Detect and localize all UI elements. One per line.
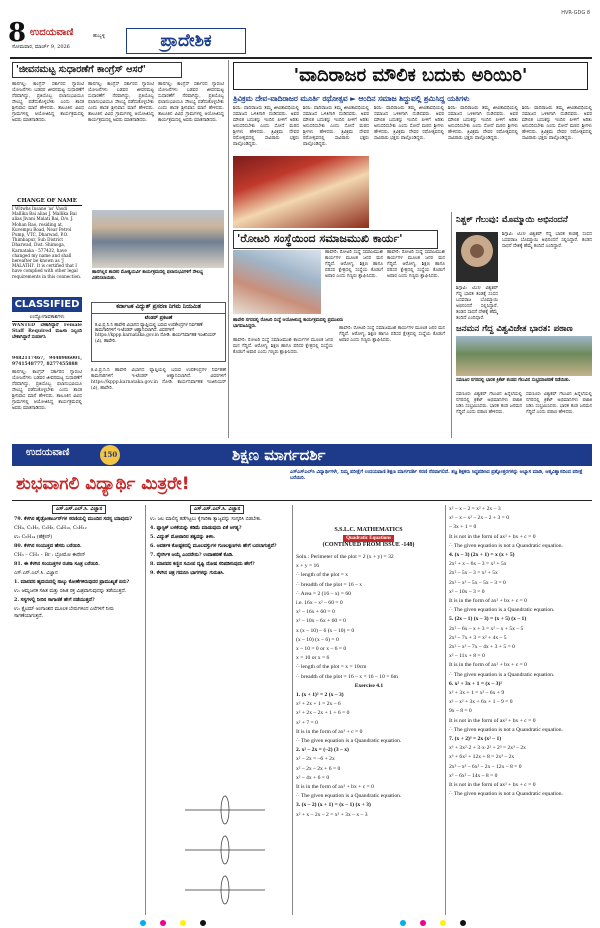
left-story-text-col2: ಹಾನಗಲ್ಲ: ಕಾಂಗ್ರೆಸ್ ಸರ್ಕಾರದ ಗ್ಯಾರಂಟಿ ಯೋಜನೆಗಳು ಬಡವರ ಜೀವನಮಟ್ಟ ಸುಧಾರಣೆಗೆ ನೆರವಾಗಿದ್ದು, ಪ್ರತಿಯೊಬ್ಬ ಫಲಾನುಭವಿಯೂ ಸೌಲಭ್ಯ ಪಡೆದುಕೊಳ್ಳಬೇಕು ಎಂದು ಶಾಸಕ ಶ್ರೀನಿವಾಸ ಮಾನೆ ಹೇಳಿದರು. ತಾಲೂಕಿನ ವಿವಿಧ ಗ್ರಾಮಗಳಲ್ಲಿ ಆಯೋಜಿಸಿದ್ದ ಕಾರ್ಯಕ್ರಮದಲ್ಲಿ ಅವರು ಮಾತನಾಡಿದರು. — [88, 82, 154, 123]
anniversary-badge: 150 — [100, 445, 120, 465]
math-line: x² – x – 2 = x² + 2x – 3 — [449, 506, 501, 512]
notice-body: ಕ.ವಿ.ಪ್ರ.ನಿ.ನಿ ಹಾವೇರಿ ವಿಭಾಗದ ವ್ಯಾಪ್ತಿಯಲ್ಲಿ ಬರುವ ಉಪಕೇಂದ್ರಗಳ ನಿರ್ವಹಣೆ ಕಾಮಗಾರಿಗಳಿಗೆ ಇ-ಟೆಂಡರ್ ಆಹ್ವಾನಿಸಲಾಗಿದೆ. ವಿವರಗಳಿಗೆ https://kppp.karnataka.gov.in ನೋಡಿ. ಕಾರ್ಯನಿರ್ವಾಹಕ ಇಂಜಿನಿಯರ್ (ವಿ), ಹಾವೇರಿ. — [95, 322, 216, 344]
column-divider-right — [451, 212, 452, 438]
page-number: 8 — [8, 18, 27, 48]
edu-divider-2 — [292, 505, 293, 915]
math-continued: (CONTINUED FROM ISSUE -148) — [322, 542, 415, 548]
main-story-text-col2: ಶಿರಸಿ: ವಾದಿರಾಜರು ತಮ್ಮ ಜೀವಿತಾವಧಿಯಲ್ಲಿ ಸಮಾಜದ ಒಳಿತಿಗಾಗಿ ದುಡಿದವರು. ಅವರ ಮೌಲಿಕ ಬದುಕನ್ನು ಇಂದಿನ ಪೀಳಿಗೆ ಅರಿತು ಅನುಸರಿಸಬೇಕು ಎಂದು ಸೋದೆ ಮಠದ ಶ್ರೀಗಳು ಹೇಳಿದರು. ತ್ರಿವಿಕ್ರಮ ದೇವರ ರಥೋತ್ಸವದಲ್ಲಿ ಸಾವಿರಾರು ಭಕ್ತರು ಪಾಲ್ಗೊಂಡಿದ್ದರು. — [303, 106, 369, 147]
math-line: ∴ The given equation is not a Quandratic equation. — [449, 726, 563, 733]
science-line: 9. ಕೆಳಗಿನ ಚಿತ್ರ ಗಮನಿಸಿ ಭಾಗಗಳನ್ನು ಗುರುತಿಸಿ. — [150, 570, 225, 576]
reg-mark-black-2 — [460, 920, 466, 926]
tender-notice — [91, 302, 226, 362]
science-line: 79. ಕೆಳಗಿನ ಹೈಡ್ರೋಕಾರ್ಬನ್‌ಗಳ ಸರಣಿಯಲ್ಲಿ ಮುಂದಿನ ಸದಸ್ಯ ಯಾವುದು? — [14, 516, 133, 522]
math-line: 2x² – 7x + 3 = x² + 4x – 5 — [449, 634, 507, 641]
education-note: ಎಸ್ಎಸ್ಎಲ್‌ಸಿ ವಿದ್ಯಾರ್ಥಿಗಳೇ, ನಿಮ್ಮ ಪರೀಕ್ಷೆಗೆ ಉದಯವಾಣಿ ಶಿಕ್ಷಣ ಮಾರ್ಗದರ್ಶಿ ಸರಣಿ ನೆರವಾಗಲಿದೆ. ತಜ್ಞ ಶಿಕ್ಷಕರು ಸಿದ್ಧಪಡಿಸಿದ ಪ್ರಶ್ನೋತ್ತರಗಳನ್ನು ಅಭ್ಯಾಸ ಮಾಡಿ, ಆತ್ಮವಿಶ್ವಾಸದಿಂದ ಪರೀಕ್ಷೆ ಬರೆಯಿರಿ. — [290, 469, 583, 481]
notice-extra: ಕ.ವಿ.ಪ್ರ.ನಿ.ನಿ ಹಾವೇರಿ ವಿಭಾಗದ ವ್ಯಾಪ್ತಿಯಲ್ಲಿ ಬರುವ ಉಪಕೇಂದ್ರಗಳ ನಿರ್ವಹಣೆ ಕಾಮಗಾರಿಗಳಿಗೆ ಇ-ಟೆಂಡರ್ ಆಹ್ವಾನಿಸಲಾಗಿದೆ. ವಿವರಗಳಿಗೆ https://kppp.karnataka.gov.in ನೋಡಿ. ಕಾರ್ಯನಿರ್ವಾಹಕ ಇಂಜಿನಿಯರ್ (ವಿ), ಹಾವೇರಿ. — [91, 368, 226, 391]
science-line: CH₄, C₂H₆, C₃H₈, C₄H₁₀, C₅H₁₂ — [14, 526, 87, 531]
science-line: 1. ಮಾನವನ ಹೃದಯದಲ್ಲಿ ನಾಲ್ಕು ಕೋಣೆಗಳಿರುವುದರ ಪ್ರಾಮುಖ್ಯತೆ ಏನು? — [14, 579, 130, 585]
math-line: ∴ The given equation is a Quandratic equation. — [296, 793, 402, 800]
science-line: ಉ: C₆H₁₄ (ಹೆಕ್ಸೇನ್) — [14, 535, 53, 540]
math-line: 2x² – 6x – x + 3 = x² – x + 5x – 5 — [449, 625, 524, 632]
section-title: ಪ್ರಾದೇಶಿಕ — [126, 28, 246, 54]
science-line: 5. ವಿದ್ಯುತ್ ಮೋಟಾರಿನ ತತ್ವವನ್ನು ತಿಳಿಸಿ. — [150, 534, 216, 540]
math-line: ∴ breadth of the plot = 16 – x — [296, 581, 363, 588]
math-line: x² + 7 = 0 — [296, 719, 318, 726]
math-line: x² – 10x – 3 = 0 — [449, 588, 485, 595]
reg-mark-cyan — [140, 920, 146, 926]
masthead-rule — [10, 57, 592, 59]
classified-banner: CLASSIFIED — [12, 297, 82, 312]
math-line: ∴ The given equation is a Quandratic equation. — [449, 671, 555, 678]
science-tag-1: ಎಸ್.ಎಸ್.ಎಲ್.ಸಿ. ವಿಜ್ಞಾನ — [52, 505, 106, 514]
education-rule — [12, 500, 592, 501]
math-line: It is not in the form of ax² + bx + c = 0 — [449, 533, 536, 540]
math-line: ∴ length of the plot = x = 10cm — [296, 664, 367, 671]
change-of-name-body: I Witwhs Insane 'as' Vasdi Mallika Bai alias J. Mallika Bai alias Jivani Malati Bai, D/o. J. Mohan Rao, residing at, Kuvempu Road, Near Petrol Pump, VTC, Dharwad, P.O. Thimbapur, Sub District Dharwad, Dist. Shimoga, Karnataka - 577432, have changed my name and shall hereafter be known as 'J MALATHI'. It is certified that I have complied with other legal requirements in this connection. — [12, 206, 82, 279]
math-line: x² – 10x – 6x + 60 = 0 — [296, 618, 346, 625]
mid-story-text-col2: ಹಾವೇರಿ: ರೋಟರಿ ಸಂಸ್ಥೆ ಸಮಾಜಮುಖಿ ಕಾರ್ಯಗಳ ಮೂಲಕ ಜನರ ಮನ ಗೆದ್ದಿದೆ. ಆರೋಗ್ಯ, ಶಿಕ್ಷಣ ಹಾಗೂ ಪರಿಸರ ಕ್ಷೇತ್ರದಲ್ಲಿ ಸಂಸ್ಥೆಯ ಕೊಡುಗೆ ಅಪಾರ ಎಂದು ಗಣ್ಯರು ಶ್ಲಾಘಿಸಿದರು. — [387, 250, 445, 279]
math-line: ∴ The given equation is a Quandratic equation. — [296, 738, 402, 745]
right-story2-text: ಸವಣೂರ: ವಿಶ್ವಕಪ್ ಗೆಲುವಿನ ಹಿನ್ನೆಲೆಯಲ್ಲಿ ನಗರದಲ್ಲಿ ಕ್ರಿಕೆಟ್ ಅಭಿಮಾನಿಗಳು ಪಟಾಕಿ ಸಿಡಿಸಿ ಸಂಭ್ರಮಿಸಿದರು. ಭಾರತ ತಂಡ ಜನಮನ ಗೆದ್ದಿದೆ ಎಂದು ಪಠಾಣ ಹೇಳಿದರು. — [456, 392, 522, 415]
education-title: ಶಿಕ್ಷಣ ಮಾರ್ಗದರ್ಶಿ — [232, 446, 326, 464]
math-line: 2x² + x – 6x – 3 = x² + 5x — [449, 561, 507, 568]
left-headline: 'ಜೀವನಮಟ್ಟ ಸುಧಾರಣೆಗೆ ಕಾಂಗ್ರೆಸ್ ಆಸರೆ' — [12, 62, 182, 78]
change-of-name-title: CHANGE OF NAME — [12, 198, 82, 206]
reg-mark-magenta — [160, 920, 166, 926]
math-line: x² + 2x + 1 = 2x – 6 — [296, 701, 341, 708]
science-line: 81. ಈ ಕೆಳಗಿನ ಸಂಯುಕ್ತಗಳ ರಚನಾ ಸೂತ್ರ ಬರೆಯಿರಿ. — [14, 561, 100, 567]
science-line: ಉ: ಕ್ಸೈಲಮ್ ಅಂಗಾಂಶದ ಮೂಲಕ ಬೇರುಗಳಿಂದ ಎಲೆಗಳಿಗೆ ನೀರು ಸಾಗಣೆಯಾಗುತ್ತದೆ. — [14, 607, 114, 619]
math-line: 2x³ – x³ – 6x² – 2x – 12x – 8 = 0 — [449, 763, 522, 770]
main-story-text-col4: ಶಿರಸಿ: ವಾದಿರಾಜರು ತಮ್ಮ ಜೀವಿತಾವಧಿಯಲ್ಲಿ ಸಮಾಜದ ಒಳಿತಿಗಾಗಿ ದುಡಿದವರು. ಅವರ ಮೌಲಿಕ ಬದುಕನ್ನು ಇಂದಿನ ಪೀಳಿಗೆ ಅರಿತು ಅನುಸರಿಸಬೇಕು ಎಂದು ಸೋದೆ ಮಠದ ಶ್ರೀಗಳು ಹೇಳಿದರು. ತ್ರಿವಿಕ್ರಮ ದೇವರ ರಥೋತ್ಸವದಲ್ಲಿ ಸಾವಿರಾರು ಭಕ್ತರು ಪಾಲ್ಗೊಂಡಿದ್ದರು. — [448, 106, 518, 141]
science-line: ಉ: ಆಮ್ಲಜನಕ ಸಹಿತ ಮತ್ತು ರಹಿತ ರಕ್ತ ಮಿಶ್ರವಾಗುವುದನ್ನು ತಡೆಯುತ್ತದೆ. — [14, 589, 127, 594]
classified-subtitle: ಉದ್ಯೋಗಾವಕಾಶಗಳು — [12, 314, 82, 322]
edition-code: HVR-GDG 8 — [561, 10, 590, 16]
math-line: It is in the form of ax² + bx + c = 0 — [449, 598, 527, 605]
science-line: ಎಸ್.ಎಸ್.ಎಲ್.ಸಿ. ವಿಜ್ಞಾನ — [14, 571, 58, 576]
math-line: x³ + 3x²·2 + 3·x·2² + 2³ = 2x³ – 2x — [449, 745, 526, 752]
math-line: x² + 3x + 1 = x² – 6x + 9 — [449, 690, 505, 697]
left-story-text: ಹಾನಗಲ್ಲ: ಕಾಂಗ್ರೆಸ್ ಸರ್ಕಾರದ ಗ್ಯಾರಂಟಿ ಯೋಜನೆಗಳು ಬಡವರ ಜೀವನಮಟ್ಟ ಸುಧಾರಣೆಗೆ ನೆರವಾಗಿದ್ದು, ಪ್ರತಿಯೊಬ್ಬ ಫಲಾನುಭವಿಯೂ ಸೌಲಭ್ಯ ಪಡೆದುಕೊಳ್ಳಬೇಕು ಎಂದು ಶಾಸಕ ಶ್ರೀನಿವಾಸ ಮಾನೆ ಹೇಳಿದರು. ತಾಲೂಕಿನ ವಿವಿಧ ಗ್ರಾಮಗಳಲ್ಲಿ ಆಯೋಜಿಸಿದ್ದ ಕಾರ್ಯಕ್ರಮದಲ್ಲಿ ಅವರು ಮಾತನಾಡಿದರು. — [12, 82, 84, 123]
math-line: 3. (x – 2) (x + 1) = (x – 1) (x + 3) — [296, 802, 371, 809]
science-column-1 — [14, 516, 140, 916]
science-tag-2: ಎಸ್.ಎಸ್.ಎಲ್.ಸಿ. ವಿಜ್ಞಾನ — [190, 505, 244, 514]
math-line: ∴ The given equation is not a Quandratic equation. — [449, 791, 563, 798]
right-story-text-2: ಶಿಗ್ಗಾವಿ: ಟಿ20 ವಿಶ್ವಕಪ್ ಗೆದ್ದ ಭಾರತ ತಂಡಕ್ಕೆ ಸಂಸದ ಬಸವರಾಜ ಬೊಮ್ಮಾಯಿ ಅಭಿನಂದನೆ ಸಲ್ಲಿಸಿದ್ದಾರೆ. ತಂಡದ ಸಾಧನೆ ದೇಶಕ್ಕೆ ಹೆಮ್ಮೆ ತಂದಿದೆ ಎಂದಿದ್ದಾರೆ. — [456, 286, 498, 320]
math-line: 5. (2x – 1) (x – 3) = (x + 5) (x – 1) — [449, 616, 527, 623]
science-line: 4. ಪ್ಲಾಸ್ಟಿಕ್ ಬಳಕೆಯನ್ನು ಕಡಿಮೆ ಮಾಡುವುದು ಏಕೆ ಅಗತ್ಯ? — [150, 525, 242, 531]
math-title: S.S.L.C. MATHEMATICS — [334, 527, 403, 533]
math-line: x² – x² + 3x + 6x + 1 – 9 = 0 — [449, 699, 513, 706]
math-line: Soln.: Perimeter of the plot = 2 (x + y) = 32 — [296, 554, 394, 560]
math-line: ∴ Area = 2 (16 – x) = 60 — [296, 590, 351, 597]
main-subheadline: ತ್ರಿವಿಕ್ರಮ ದೇವ-ವಾದಿರಾಜರ ಮೂರ್ತಿ ರಥೋತ್ಸವ ► ಆಂದಿನ ಸಮಾಜ ಶಿದ್ದುವಲ್ಲಿ ಶ್ರಮಿಸಿದ್ದ ಯತಿಗಳು — [233, 94, 470, 103]
science-line: 7. ನೈಸರ್ಗಿಕ ಆಯ್ಕೆ ಎಂದರೇನು? ಉದಾಹರಣೆ ಕೊಡಿ. — [150, 552, 234, 558]
right-headline-2: ಜನಮನ ಗೆದ್ದ ವಿಶ್ವವಿಜೇತ ಭಾರತ: ಪಠಾಣ — [456, 324, 573, 334]
reg-mark-black — [200, 920, 206, 926]
math-line: 6. x² + 3x + 1 = (x – 3)² — [449, 680, 503, 687]
notice-title: ಕರ್ನಾಟಕ ವಿದ್ಯುತ್ ಪ್ರಸರಣ ನಿಗಮ ನಿಯಮಿತ — [92, 303, 225, 314]
math-column-1 — [296, 553, 442, 918]
edu-divider-3 — [445, 505, 446, 915]
wishes-heading: ಶುಭವಾಗಲಿ ವಿದ್ಯಾರ್ಥಿ ಮಿತ್ರರೇ! — [16, 474, 190, 494]
mid-story-text-col4: ಹಾವೇರಿ: ರೋಟರಿ ಸಂಸ್ಥೆ ಸಮಾಜಮುಖಿ ಕಾರ್ಯಗಳ ಮೂಲಕ ಜನರ ಮನ ಗೆದ್ದಿದೆ. ಆರೋಗ್ಯ, ಶಿಕ್ಷಣ ಹಾಗೂ ಪರಿಸರ ಕ್ಷೇತ್ರದಲ್ಲಿ ಸಂಸ್ಥೆಯ ಕೊಡುಗೆ ಅಪಾರ ಎಂದು ಗಣ್ಯರು ಶ್ಲಾಘಿಸಿದರು. — [339, 326, 445, 343]
edu-divider-1 — [145, 505, 146, 915]
math-line: 7. (x + 2)³ = 2x (x² – 1) — [449, 736, 502, 743]
left-story-text-col3: ಹಾನಗಲ್ಲ: ಕಾಂಗ್ರೆಸ್ ಸರ್ಕಾರದ ಗ್ಯಾರಂಟಿ ಯೋಜನೆಗಳು ಬಡವರ ಜೀವನಮಟ್ಟ ಸುಧಾರಣೆಗೆ ನೆರವಾಗಿದ್ದು, ಪ್ರತಿಯೊಬ್ಬ ಫಲಾನುಭವಿಯೂ ಸೌಲಭ್ಯ ಪಡೆದುಕೊಳ್ಳಬೇಕು ಎಂದು ಶಾಸಕ ಶ್ರೀನಿವಾಸ ಮಾನೆ ಹೇಳಿದರು. ತಾಲೂಕಿನ ವಿವಿಧ ಗ್ರಾಮಗಳಲ್ಲಿ ಆಯೋಜಿಸಿದ್ದ ಕಾರ್ಯಕ್ರಮದಲ್ಲಿ ಅವರು ಮಾತನಾಡಿದರು. — [158, 82, 224, 123]
science-line: 2. ಸಸ್ಯಗಳಲ್ಲಿ ನೀರಿನ ಸಾಗಾಣಿಕೆ ಹೇಗೆ ನಡೆಯುತ್ತದೆ? — [14, 597, 95, 603]
reg-mark-magenta-2 — [420, 920, 426, 926]
math-line: It is in the form of ax² + bx + c = 0 — [296, 784, 374, 791]
math-topic: Quadratic Equations — [343, 535, 394, 543]
math-line: x² – 16x + 60 = 0 — [296, 609, 335, 616]
notice-subtitle: ಟೆಂಡರ್ ಪ್ರಕಟಣೆ — [144, 314, 173, 321]
math-heading — [296, 527, 441, 550]
math-line: It is in the form of ax² + bx + c = 0 — [449, 662, 527, 669]
math-line: ∴ length of the plot = x — [296, 572, 349, 579]
mid-headline: 'ರೋಟರಿ ಸಂಸ್ಥೆಯಿಂದ ಸಮಾಜಮುಖಿ ಕಾರ್ಯ' — [233, 230, 438, 249]
math-line: x = 10 or x = 6 — [296, 655, 330, 662]
math-line: It is not in the form of ax² + bx + c = 0 — [449, 717, 536, 724]
crowd-photo — [92, 210, 224, 268]
math-line: x² – 11x + 8 = 0 — [449, 653, 485, 660]
math-line: x³ + 6x² + 12x + 8 = 2x³ – 2x — [449, 754, 515, 761]
math-line: 4. (x – 3) (2x + 1) = x (x + 5) — [449, 552, 515, 559]
math-line: ∴ The given equation is not a Quandratic equation. — [449, 542, 563, 549]
classified-extra: ಹಾನಗಲ್ಲ: ಕಾಂಗ್ರೆಸ್ ಸರ್ಕಾರದ ಗ್ಯಾರಂಟಿ ಯೋಜನೆಗಳು ಬಡವರ ಜೀವನಮಟ್ಟ ಸುಧಾರಣೆಗೆ ನೆರವಾಗಿದ್ದು, ಪ್ರತಿಯೊಬ್ಬ ಫಲಾನುಭವಿಯೂ ಸೌಲಭ್ಯ ಪಡೆದುಕೊಳ್ಳಬೇಕು ಎಂದು ಶಾಸಕ ಶ್ರೀನಿವಾಸ ಮಾನೆ ಹೇಳಿದರು. ತಾಲೂಕಿನ ವಿವಿಧ ಗ್ರಾಮಗಳಲ್ಲಿ ಆಯೋಜಿಸಿದ್ದ ಕಾರ್ಯಕ್ರಮದಲ್ಲಿ ಅವರು ಮಾತನಾಡಿದರು. — [12, 370, 82, 411]
crowd-caption: ಹಾನಗಲ್ಲನ ಶಾಸಕರ ಮೋತ್ವಯರ್ವಿ ಕಾರ್ಯಕ್ರಮದಲ್ಲಿ ಫಲಾನುಭವಿಗಳಿಗೆ ಸೌಲಭ್ಯ ವಿತರಿಸಲಾಯಿತು. — [92, 270, 204, 281]
math-line: x² + x – 2x – 2 = x² + 3x – x – 3 — [296, 811, 368, 818]
diagram-lens — [185, 796, 265, 904]
temple-photo — [233, 156, 369, 228]
main-story-text-col5: ಶಿರಸಿ: ವಾದಿರಾಜರು ತಮ್ಮ ಜೀವಿತಾವಧಿಯಲ್ಲಿ ಸಮಾಜದ ಒಳಿತಿಗಾಗಿ ದುಡಿದವರು. ಅವರ ಮೌಲಿಕ ಬದುಕನ್ನು ಇಂದಿನ ಪೀಳಿಗೆ ಅರಿತು ಅನುಸರಿಸಬೇಕು ಎಂದು ಸೋದೆ ಮಠದ ಶ್ರೀಗಳು ಹೇಳಿದರು. ತ್ರಿವಿಕ್ರಮ ದೇವರ ರಥೋತ್ಸವದಲ್ಲಿ ಸಾವಿರಾರು ಭಕ್ತರು ಪಾಲ್ಗೊಂಡಿದ್ದರು. — [522, 106, 592, 141]
brand-logo: ಉದಯವಾಣಿ — [30, 27, 74, 38]
science-line: 8. ಮಾನವನ ಕಣ್ಣಿನ ಸಮೀಪ ದೃಷ್ಟಿ ದೋಷ ಸರಿಪಡಿಸುವುದು ಹೇಗೆ? — [150, 561, 255, 567]
math-line: 2x² – 5x – 3 = x² + 5x — [449, 570, 498, 577]
celebration-caption: ಸವಣೂರ ನಗರದಲ್ಲಿ ಭಾರತ ಕ್ರಿಕೆಟ್ ತಂಡದ ಗೆಲುವಿನ ಸಂಭ್ರಮಾಚರಣೆ ನಡೆಯಿತು. — [456, 378, 571, 383]
classified-phones: 9482117467, 9448986001, 9741548777, 8277455888 — [12, 356, 82, 367]
rotary-photo — [233, 250, 321, 314]
math-line: x² – 2x – 2x + 6 = 0 — [296, 765, 341, 772]
math-line: 2x² – x² – 7x – 4x + 3 + 5 = 0 — [449, 644, 515, 651]
math-line: i.e. 16x – x² – 60 = 0 — [296, 600, 343, 607]
math-line: x + y = 16 — [296, 563, 320, 570]
education-logo: ಉದಯವಾಣಿ — [26, 447, 70, 458]
math-line: x² – 4x + 6 = 0 — [296, 774, 330, 781]
math-line: (x – 10) (x – 6) = 0 — [296, 636, 339, 643]
right-story-text: ಶಿಗ್ಗಾವಿ: ಟಿ20 ವಿಶ್ವಕಪ್ ಗೆದ್ದ ಭಾರತ ತಂಡಕ್ಕೆ ಸಂಸದ ಬಸವರಾಜ ಬೊಮ್ಮಾಯಿ ಅಭಿನಂದನೆ ಸಲ್ಲಿಸಿದ್ದಾರೆ. ತಂಡದ ಸಾಧನೆ ದೇಶಕ್ಕೆ ಹೆಮ್ಮೆ ತಂದಿದೆ ಎಂದಿದ್ದಾರೆ. — [502, 232, 592, 249]
classified-wanted: WANTED ಬೇಕಾಗಿದ್ದಾರೆ Female Staff Required ಮಹಿಳಾ ಸಿಬ್ಬಂದಿ ಬೇಕಾಗಿದ್ದಾರೆ ಸಂಪರ್ಕಿಸಿ — [12, 323, 82, 340]
math-line: Exercise 4.1 — [354, 682, 384, 689]
portrait-photo — [456, 232, 498, 282]
math-line: – 3x + 1 = 0 — [449, 524, 477, 531]
science-line: 80. ಕೆಳಗಿನ ಸಂಯುಕ್ತದ ಹೆಸರು ಬರೆಯಿರಿ. — [14, 543, 82, 549]
celebration-photo — [456, 336, 592, 376]
column-divider — [228, 60, 229, 438]
reg-mark-yellow — [180, 920, 186, 926]
main-story-text: ಶಿರಸಿ: ವಾದಿರಾಜರು ತಮ್ಮ ಜೀವಿತಾವಧಿಯಲ್ಲಿ ಸಮಾಜದ ಒಳಿತಿಗಾಗಿ ದುಡಿದವರು. ಅವರ ಮೌಲಿಕ ಬದುಕನ್ನು ಇಂದಿನ ಪೀಳಿಗೆ ಅರಿತು ಅನುಸರಿಸಬೇಕು ಎಂದು ಸೋದೆ ಮಠದ ಶ್ರೀಗಳು ಹೇಳಿದರು. ತ್ರಿವಿಕ್ರಮ ದೇವರ ರಥೋತ್ಸವದಲ್ಲಿ ಸಾವಿರಾರು ಭಕ್ತರು ಪಾಲ್ಗೊಂಡಿದ್ದರು. — [233, 106, 299, 147]
math-line: ∴ breadth of the plot = 16 – x = 16 – 10 = 6m — [296, 673, 398, 680]
science-line: ಉ: ಜಲ ಮಾಲಿನ್ಯ ತಡೆಗಟ್ಟಲು ಕೈಗಾರಿಕಾ ತ್ಯಾಜ್ಯವನ್ನು ಸಂಸ್ಕರಿಸಿ ಬಿಡಬೇಕು. — [150, 517, 262, 522]
main-headline: 'ವಾದಿರಾಜರ ಮೌಲಿಕ ಬದುಕು ಅರಿಯಿರಿ' — [233, 62, 588, 90]
math-line: ∴ The given equation is a Quandratic equation. — [449, 607, 555, 614]
right-headline-1: ನಿಶ್ಚಕ್ ಗೆಲುವು: ಮೊಮ್ಮಾಯಿ ಅಭಿನಂದನೆ — [456, 215, 568, 225]
math-line: It is not in the form of ax² + bx + c = 0 — [449, 782, 536, 789]
mid-story-text: ಹಾವೇರಿ: ರೋಟರಿ ಸಂಸ್ಥೆ ಸಮಾಜಮುಖಿ ಕಾರ್ಯಗಳ ಮೂಲಕ ಜನರ ಮನ ಗೆದ್ದಿದೆ. ಆರೋಗ್ಯ, ಶಿಕ್ಷಣ ಹಾಗೂ ಪರಿಸರ ಕ್ಷೇತ್ರದಲ್ಲಿ ಸಂಸ್ಥೆಯ ಕೊಡುಗೆ ಅಪಾರ ಎಂದು ಗಣ್ಯರು ಶ್ಲಾಘಿಸಿದರು. — [325, 250, 383, 279]
reg-mark-cyan-2 — [400, 920, 406, 926]
math-line: It is in the form of ax² + c = 0 — [296, 728, 363, 735]
math-line: x³ – 6x² – 14x – 8 = 0 — [449, 772, 498, 779]
science-line: 6. ಆವರ್ತಕ ಕೋಷ್ಟಕದಲ್ಲಿ ಮೂಲವಸ್ತುಗಳ ಗುಣಲಕ್ಷಣಗಳು ಹೇಗೆ ಬದಲಾಗುತ್ತವೆ? — [150, 543, 277, 549]
math-line: x – 10 = 0 or x – 6 = 0 — [296, 646, 347, 653]
science-line: CH₃ – CH₂ – Br : ಬ್ರೋಮೋ ಈಥೇನ್ — [14, 553, 86, 558]
main-story-text-col3: ಶಿರಸಿ: ವಾದಿರಾಜರು ತಮ್ಮ ಜೀವಿತಾವಧಿಯಲ್ಲಿ ಸಮಾಜದ ಒಳಿತಿಗಾಗಿ ದುಡಿದವರು. ಅವರ ಮೌಲಿಕ ಬದುಕನ್ನು ಇಂದಿನ ಪೀಳಿಗೆ ಅರಿತು ಅನುಸರಿಸಬೇಕು ಎಂದು ಸೋದೆ ಮಠದ ಶ್ರೀಗಳು ಹೇಳಿದರು. ತ್ರಿವಿಕ್ರಮ ದೇವರ ರಥೋತ್ಸವದಲ್ಲಿ ಸಾವಿರಾರು ಭಕ್ತರು ಪಾಲ್ಗೊಂಡಿದ್ದರು. — [374, 106, 444, 141]
science-diagram — [180, 790, 270, 910]
rotary-caption: ಹಾವೇರಿ ನಗರದಲ್ಲಿ ರೋಟರಿ ಸಂಸ್ಥೆ ಆಯೋಜಿಸಿದ್ದ ಕಾರ್ಯಕ್ರಮದಲ್ಲಿ ಪ್ರಮುಖರು ಭಾಗವಹಿಸಿದ್ದರು. — [233, 318, 344, 329]
math-line: 2. x² – 2x = (–2) (3 – x) — [296, 747, 349, 754]
math-line: x² – 2x = –6 + 2x — [296, 756, 335, 763]
math-column-2 — [449, 505, 592, 917]
dateline: ಸೋಮವಾರ, ಮಾರ್ಚ್ 9, 2026 — [12, 44, 70, 50]
mid-story-text-col3: ಹಾವೇರಿ: ರೋಟರಿ ಸಂಸ್ಥೆ ಸಮಾಜಮುಖಿ ಕಾರ್ಯಗಳ ಮೂಲಕ ಜನರ ಮನ ಗೆದ್ದಿದೆ. ಆರೋಗ್ಯ, ಶಿಕ್ಷಣ ಹಾಗೂ ಪರಿಸರ ಕ್ಷೇತ್ರದಲ್ಲಿ ಸಂಸ್ಥೆಯ ಕೊಡುಗೆ ಅಪಾರ ಎಂದು ಗಣ್ಯರು ಶ್ಲಾಘಿಸಿದರು. — [233, 338, 333, 355]
math-line: x (x – 10) – 6 (x – 10) = 0 — [296, 627, 355, 634]
math-line: 9x – 8 = 0 — [449, 708, 472, 715]
math-line: x² + 2x – 2x + 1 + 6 = 0 — [296, 710, 350, 717]
math-line: 1. (x + 1)² = 2 (x – 3) — [296, 692, 344, 699]
reg-mark-yellow-2 — [440, 920, 446, 926]
math-line: 2x² – x² – 5x – 5x – 3 = 0 — [449, 579, 506, 586]
edition-city: ಹುಬ್ಬಳ್ಳಿ — [93, 33, 106, 39]
math-line: x² – x – x² – 2x – 2 + 3 = 0 — [449, 515, 510, 522]
right-story2-text-col2: ಸವಣೂರ: ವಿಶ್ವಕಪ್ ಗೆಲುವಿನ ಹಿನ್ನೆಲೆಯಲ್ಲಿ ನಗರದಲ್ಲಿ ಕ್ರಿಕೆಟ್ ಅಭಿಮಾನಿಗಳು ಪಟಾಕಿ ಸಿಡಿಸಿ ಸಂಭ್ರಮಿಸಿದರು. ಭಾರತ ತಂಡ ಜನಮನ ಗೆದ್ದಿದೆ ಎಂದು ಪಠಾಣ ಹೇಳಿದರು. — [526, 392, 592, 415]
